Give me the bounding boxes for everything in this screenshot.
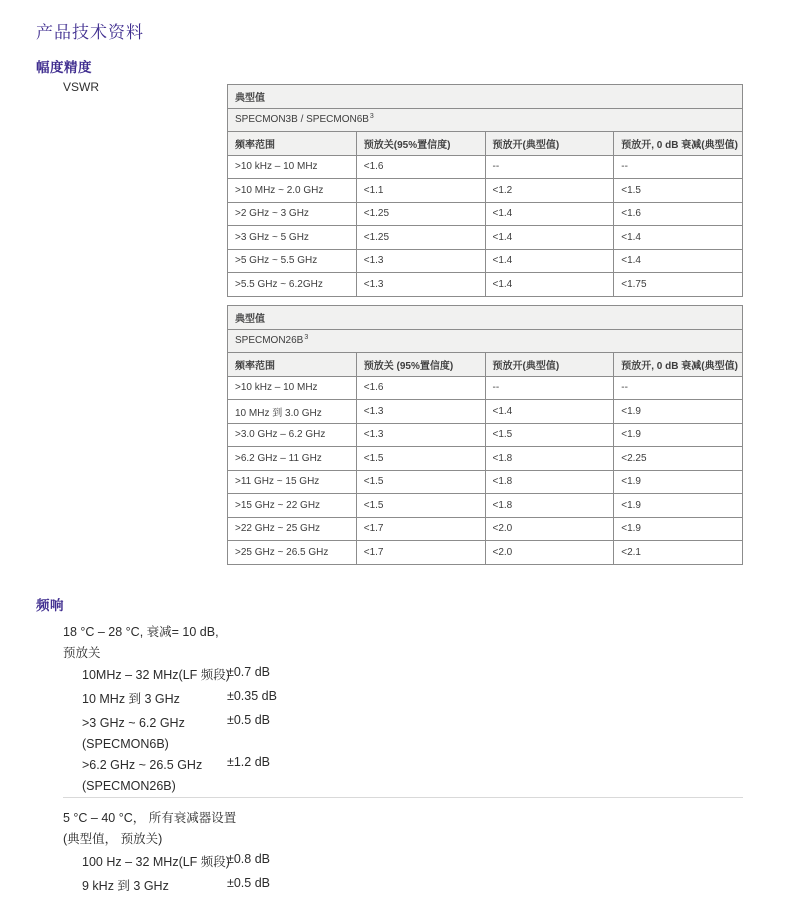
condition-line1: 5 °C – 40 °C， 所有衰减器设置 (63, 811, 237, 825)
section-heading-amplitude-accuracy: 幅度精度 (36, 60, 92, 75)
page-title: 产品技术资料 (36, 23, 144, 42)
table-cell: >2 GHz ~ 3 GHz (235, 208, 309, 220)
table-cell: <1.9 (613, 424, 742, 447)
table-cell: <1.25 (356, 226, 485, 249)
condition-text (63, 808, 278, 850)
table-row (228, 85, 742, 108)
table-cell: >3 GHz ~ 5 GHz (235, 231, 309, 243)
table-cell: <1.8 (485, 471, 614, 494)
table-cell: <1.4 (485, 203, 614, 226)
spec-item-label: 9 kHz 到 3 GHz (82, 879, 169, 893)
column-header: 预放开, 0 dB 衰减(典型值) (613, 353, 742, 376)
table-cell: >11 GHz ~ 15 GHz (235, 476, 320, 488)
spec-item-value: ±1.2 dB (227, 755, 270, 769)
table-cell: <2.1 (613, 541, 742, 564)
column-header: 频率范围 (235, 360, 275, 372)
spec-item-label: 10 MHz 到 3 GHz (82, 692, 180, 706)
table-cell: <1.3 (356, 250, 485, 273)
table-cell: <2.25 (613, 447, 742, 470)
spec-item-model-note: (SPECMON26B) (82, 779, 176, 793)
table-cell: >3.0 GHz – 6.2 GHz (235, 429, 326, 441)
spec-item-label: 10MHz – 32 MHz(LF 频段) (82, 668, 230, 682)
table-cell: >10 kHz – 10 MHz (235, 161, 318, 173)
table-row (228, 470, 742, 494)
table-cell: <1.9 (613, 400, 742, 423)
table-cell: <1.4 (485, 273, 614, 296)
table-cell: <2.0 (485, 541, 614, 564)
spec-item-model-note: (SPECMON6B) (82, 737, 169, 751)
table-row (228, 108, 742, 132)
typical-value-label: 典型值 (235, 313, 265, 325)
table-cell: <1.3 (356, 273, 485, 296)
table-row (228, 399, 742, 423)
model-name: SPECMON3B / SPECMON6B (235, 114, 369, 126)
table-row (228, 376, 742, 400)
spec-item-label: 100 Hz – 32 MHz(LF 频段) (82, 855, 230, 869)
spec-item-label (82, 713, 185, 755)
table-cell: >10 kHz – 10 MHz (235, 382, 318, 394)
table-row (228, 155, 742, 179)
table-row (228, 517, 742, 541)
table-cell: >10 MHz ~ 2.0 GHz (235, 184, 324, 196)
column-header: 预放关(95%置信度) (356, 132, 485, 155)
model-label: SPECMON26B 3 (235, 333, 309, 347)
table-cell: <1.4 (613, 250, 742, 273)
spec-item-value: ±0.5 dB (227, 876, 270, 890)
table-cell: <1.7 (356, 518, 485, 541)
table-cell: >5.5 GHz ~ 6.2GHz (235, 278, 323, 290)
table-cell: 10 MHz 到 3.0 GHz (235, 407, 322, 419)
table-cell: <1.6 (356, 156, 485, 179)
table-cell: <1.5 (485, 424, 614, 447)
spec-item-label (82, 755, 202, 797)
table-cell: <2.0 (485, 518, 614, 541)
table-cell: -- (613, 377, 742, 400)
table-row (228, 272, 742, 296)
table-row (228, 329, 742, 353)
table-row (228, 202, 742, 226)
column-header: 预放开, 0 dB 衰减(典型值) (613, 132, 742, 155)
vswr-table-specmon3b-6b (227, 84, 743, 297)
table-cell: <1.4 (613, 226, 742, 249)
table-cell: <1.4 (485, 226, 614, 249)
table-cell: <1.1 (356, 179, 485, 202)
table-cell: >22 GHz ~ 25 GHz (235, 523, 321, 535)
table-row (228, 225, 742, 249)
table-cell: -- (485, 156, 614, 179)
model-name: SPECMON26B (235, 335, 304, 347)
table-cell: <1.75 (613, 273, 742, 296)
table-cell: <1.5 (356, 494, 485, 517)
table-cell: >5 GHz ~ 5.5 GHz (235, 255, 318, 267)
table-cell: <1.5 (356, 471, 485, 494)
condition-text: 18 °C – 28 °C, 衰减= 10 dB, 预放关 (63, 625, 219, 660)
typical-value-label: 典型值 (235, 92, 265, 104)
column-header: 预放开(典型值) (485, 353, 614, 376)
table-cell: -- (485, 377, 614, 400)
table-cell: <1.8 (485, 447, 614, 470)
column-header: 预放关 (95%置信度) (356, 353, 485, 376)
table-cell: <1.6 (613, 203, 742, 226)
table-cell: <1.4 (485, 400, 614, 423)
section-divider (63, 797, 743, 798)
section-heading-frequency-response: 频响 (36, 598, 64, 613)
spec-item-value: ±0.8 dB (227, 852, 270, 866)
table-cell: <1.3 (356, 400, 485, 423)
table-cell: <1.9 (613, 518, 742, 541)
vswr-row-label: VSWR (63, 80, 99, 94)
table-cell: <1.3 (356, 424, 485, 447)
vswr-table-specmon26b (227, 305, 743, 565)
table-cell: >15 GHz ~ 22 GHz (235, 499, 321, 511)
column-header: 频率范围 (235, 139, 275, 151)
spec-item-value: ±0.35 dB (227, 689, 277, 703)
table-cell: <1.7 (356, 541, 485, 564)
table-header-row (228, 352, 742, 376)
table-cell: <1.25 (356, 203, 485, 226)
table-row (228, 423, 742, 447)
table-cell: <1.6 (356, 377, 485, 400)
table-row (228, 306, 742, 329)
table-row (228, 446, 742, 470)
table-cell: <1.5 (356, 447, 485, 470)
table-header-row (228, 131, 742, 155)
table-cell: <1.9 (613, 471, 742, 494)
table-cell: >6.2 GHz – 11 GHz (235, 452, 322, 464)
table-row (228, 178, 742, 202)
spec-item-value: ±0.5 dB (227, 713, 270, 727)
table-cell: <1.2 (485, 179, 614, 202)
spec-item-value: ±0.7 dB (227, 665, 270, 679)
table-cell: -- (613, 156, 742, 179)
table-cell: <1.4 (485, 250, 614, 273)
spec-item-range: >6.2 GHz ~ 26.5 GHz (82, 758, 203, 772)
spec-item-range: >3 GHz ~ 6.2 GHz (82, 716, 185, 730)
table-cell: <1.9 (613, 494, 742, 517)
table-cell: <1.5 (613, 179, 742, 202)
table-row (228, 493, 742, 517)
table-row (228, 249, 742, 273)
table-row (228, 540, 742, 564)
condition-line2: (典型值， 预放关) (63, 832, 163, 846)
table-cell: >25 GHz ~ 26.5 GHz (235, 546, 329, 558)
column-header: 预放开(典型值) (485, 132, 614, 155)
table-cell: <1.8 (485, 494, 614, 517)
model-label: SPECMON3B / SPECMON6B 3 (235, 112, 374, 126)
